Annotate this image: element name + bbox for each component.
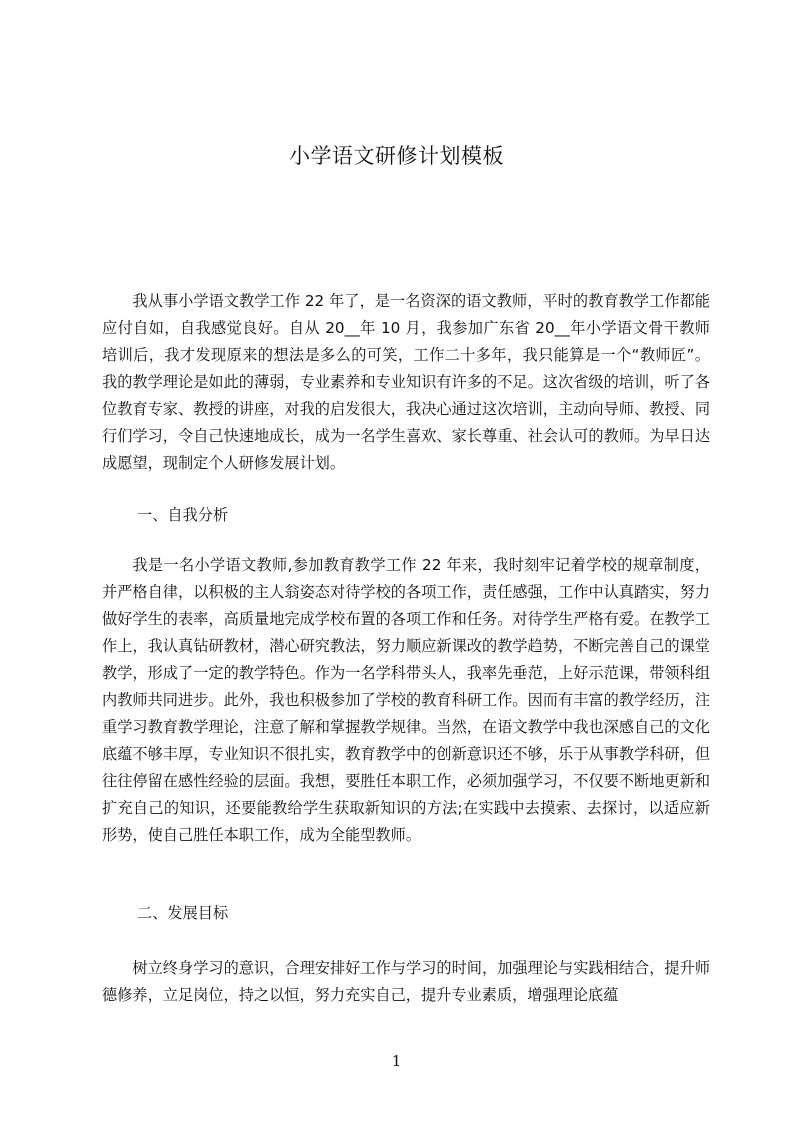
development-goals-paragraph: 树立终身学习的意识，合理安排好工作与学习的时间，加强理论与实践相结合，提升师德修养，立足岗位，持之以恒，努力充实自己，提升专业素质，增强理论底蕴 (102, 959, 710, 1004)
self-analysis-paragraph: 我是一名小学语文教师,参加教育教学工作 22 年来，我时刻牢记着学校的规章制度，并严格自律，以积极的主人翁姿态对待学校的各项工作，责任感强，工作中认真踏实，努力做好学生的表率，高质量地完成学校布置的各项工作和任务。对待学生严格有爱。在教学工作上，我认真钻研教材，潜心研究教法，努力顺应新课改的教学趋势，不断完善自己的课堂教学，形成了一定的教学特色。作为一名学科带头人，我率先垂范，上好示范课，带领科组内教师共同进步。此外，我也积极参加了学校的教育科研工作。因而有丰富的教学经历，注重学习教育教学理论，注意了解和掌握教学规律。当然，在语文教学中我也深感自己的文化底蕴不够丰厚，专业知识不很扎实，教育教学中的创新意识还不够，乐于从事教学科研，但往往停留在感性经验的层面。我想，要胜任本职工作，必须加强学习，不仅要不断地更新和扩充自己的知识，还要能教给学生获取新知识的方法;在实践中去摸索、去探讨，以适应新形势，使自己胜任本职工作，成为全能型教师。 (102, 556, 710, 844)
document-title: 小学语文研修计划模板 (289, 144, 504, 168)
intro-paragraph: 我从事小学语文教学工作 22 年了，是一名资深的语文教师，平时的教育教学工作都能应付自如，自我感觉良好。自从 20__年 10 月，我参加广东省 20__年小学语文骨干教师培训后，我才发现原来的想法是多么的可笑，工作二十多年，我只能算是一个“教师匠”。我的教学理论是如此的薄弱，专业素养和专业知识有许多的不足。这次省级的培训，听了各位教育专家、教授的讲座，对我的启发很大，我决心通过这次培训，主动向导师、教授、同行们学习，令自己快速地成长，成为一名学生喜欢、家长尊重、社会认可的教师。为早日达成愿望，现制定个人研修发展计划。 (102, 292, 710, 472)
section-heading-self-analysis: 一、自我分析 (137, 506, 229, 524)
section-heading-development-goals: 二、发展目标 (137, 904, 229, 922)
page-number: 1 (391, 1052, 402, 1070)
